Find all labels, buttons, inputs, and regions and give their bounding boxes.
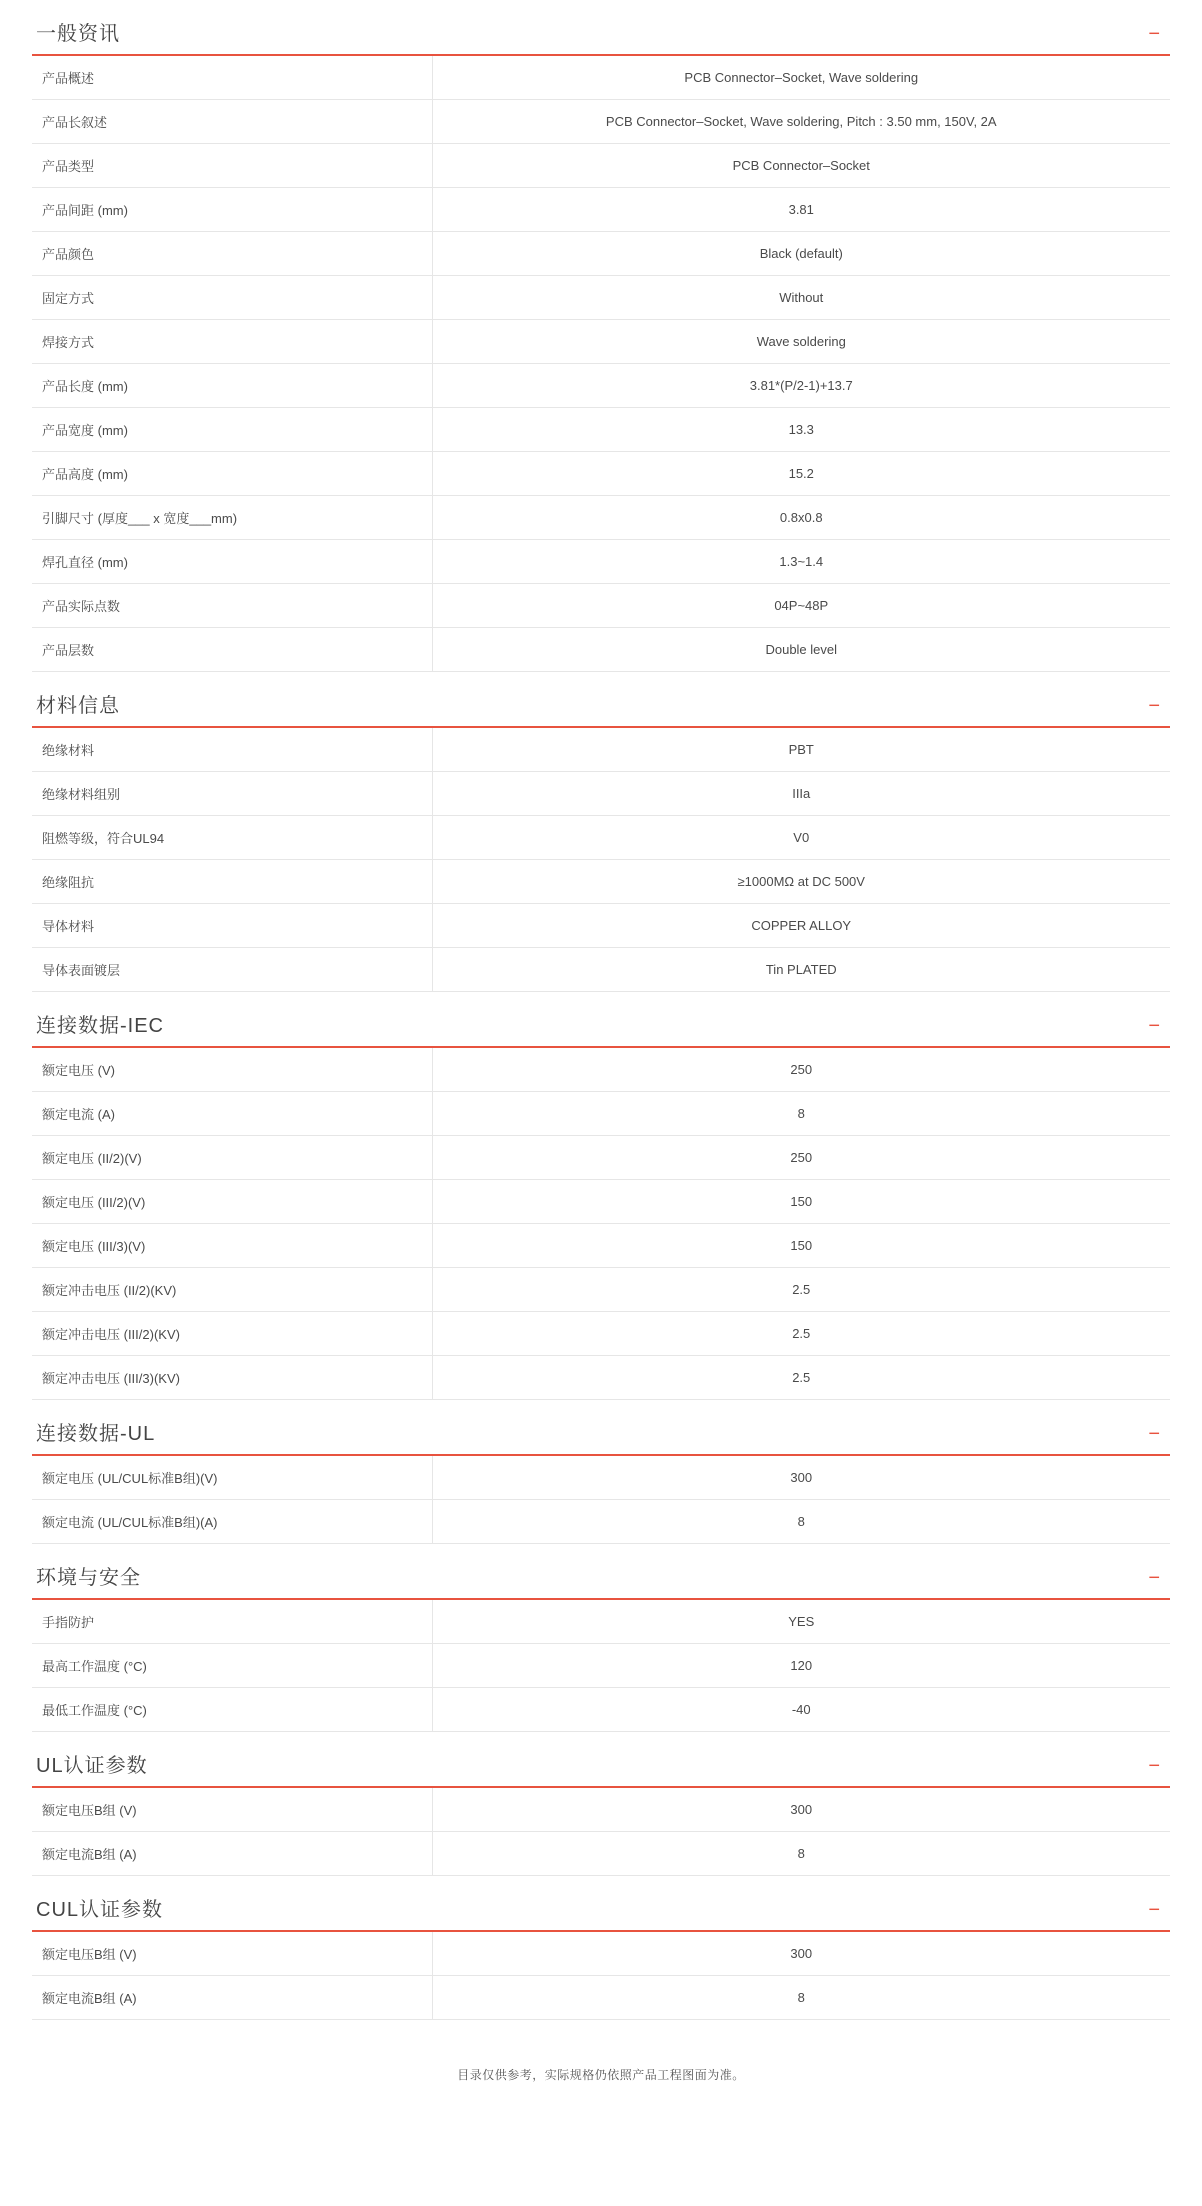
spec-value: 13.3 [788,422,814,437]
section-title: 材料信息 [36,695,120,717]
table-row [32,772,1170,816]
table-row [32,1224,1170,1268]
spec-label: 额定冲击电压 (III/2)(KV) [32,1312,432,1356]
spec-label: 产品概述 [32,56,432,100]
spec-label: 导体材料 [32,904,432,948]
table-row [32,452,1170,496]
footer-note: 目录仅供参考，实际规格仍依照产品工程图面为准。 [457,2068,745,2082]
spec-value: Tin PLATED [765,962,837,977]
spec-table [32,1788,1170,1876]
spec-label: 绝缘材料组别 [32,772,432,816]
table-row [32,540,1170,584]
table-row [32,1788,1170,1832]
spec-value: 8 [797,1846,805,1861]
table-row [32,232,1170,276]
spec-table [32,728,1170,992]
table-row [32,628,1170,672]
section-title: 连接数据-IEC [36,1015,164,1037]
table-row [32,816,1170,860]
collapse-minus-icon[interactable]: − [1148,1755,1160,1777]
spec-label: 产品实际点数 [32,584,432,628]
section-header [32,672,1170,728]
table-row [32,1832,1170,1876]
table-row [32,1136,1170,1180]
spec-label: 焊接方式 [32,320,432,364]
table-row [32,860,1170,904]
spec-label: 绝缘材料 [32,728,432,772]
spec-section [0,672,1202,992]
spec-label: 额定电压 (III/3)(V) [32,1224,432,1268]
table-row [32,1500,1170,1544]
spec-value: PCB Connector–Socket, Wave soldering, Pitch : 3.50 mm, 150V, 2A [605,114,997,129]
spec-section [0,992,1202,1400]
spec-label: 导体表面镀层 [32,948,432,992]
spec-value: Black (default) [759,246,843,261]
section-header [32,1732,1170,1788]
spec-value: 0.8x0.8 [779,510,823,525]
table-row [32,1976,1170,2020]
spec-label: 额定电流B组 (A) [32,1832,432,1876]
table-row [32,728,1170,772]
spec-value: Double level [765,642,838,657]
spec-value: PBT [788,742,814,757]
spec-value: Without [779,290,824,305]
spec-value: YES [788,1614,815,1629]
spec-value: 150 [790,1238,813,1253]
spec-value: 250 [790,1062,813,1077]
spec-section [0,1732,1202,1876]
spec-table [32,1048,1170,1400]
spec-section [0,0,1202,672]
spec-value: 15.2 [788,466,814,481]
spec-value: 3.81*(P/2-1)+13.7 [749,378,853,393]
spec-label: 额定电压B组 (V) [32,1788,432,1832]
spec-value: 2.5 [792,1370,811,1385]
table-row [32,1456,1170,1500]
spec-section [0,1544,1202,1732]
table-row [32,1312,1170,1356]
section-header [32,1400,1170,1456]
collapse-minus-icon[interactable]: − [1148,1423,1160,1445]
spec-label: 额定电压 (V) [32,1048,432,1092]
spec-label: 额定电流 (UL/CUL标准B组)(A) [32,1500,432,1544]
spec-label: 产品层数 [32,628,432,672]
spec-label: 产品宽度 (mm) [32,408,432,452]
spec-value: 8 [797,1990,805,2005]
table-row [32,584,1170,628]
table-row [32,904,1170,948]
table-row [32,1092,1170,1136]
spec-value: ≥1000MΩ at DC 500V [737,874,865,889]
section-header [32,0,1170,56]
spec-value: 8 [797,1106,805,1121]
spec-value: 120 [790,1658,813,1673]
collapse-minus-icon[interactable]: − [1148,23,1160,45]
spec-label: 最低工作温度 (°C) [32,1688,432,1732]
collapse-minus-icon[interactable]: − [1148,695,1160,717]
spec-label: 额定冲击电压 (III/3)(KV) [32,1356,432,1400]
spec-label: 焊孔直径 (mm) [32,540,432,584]
table-row [32,1180,1170,1224]
spec-label: 产品长度 (mm) [32,364,432,408]
spec-label: 额定电压 (UL/CUL标准B组)(V) [32,1456,432,1500]
spec-label: 固定方式 [32,276,432,320]
spec-label: 额定电流 (A) [32,1092,432,1136]
table-row [32,144,1170,188]
table-row [32,1688,1170,1732]
table-row [32,948,1170,992]
table-row [32,56,1170,100]
spec-label: 产品间距 (mm) [32,188,432,232]
spec-label: 额定冲击电压 (II/2)(KV) [32,1268,432,1312]
spec-label: 产品类型 [32,144,432,188]
spec-table [32,56,1170,672]
spec-value: -40 [791,1702,811,1717]
spec-label: 额定电压 (II/2)(V) [32,1136,432,1180]
spec-label: 最高工作温度 (°C) [32,1644,432,1688]
table-row [32,100,1170,144]
spec-table [32,1600,1170,1732]
spec-label: 产品高度 (mm) [32,452,432,496]
table-row [32,1600,1170,1644]
section-title: 一般资讯 [36,23,120,45]
spec-label: 产品颜色 [32,232,432,276]
spec-label: 引脚尺寸 (厚度___ x 宽度___mm) [32,496,432,540]
spec-label: 产品长叙述 [32,100,432,144]
section-title: 环境与安全 [36,1567,141,1589]
spec-value: 2.5 [792,1282,811,1297]
spec-value: 300 [790,1802,813,1817]
spec-label: 手指防护 [32,1600,432,1644]
spec-value: 250 [790,1150,813,1165]
spec-value: 300 [790,1470,813,1485]
spec-value: PCB Connector–Socket, Wave soldering [684,70,919,85]
spec-value: 8 [797,1514,805,1529]
spec-value: IIIa [792,786,811,801]
spec-label: 额定电压B组 (V) [32,1932,432,1976]
table-row [32,1356,1170,1400]
spec-table [32,1456,1170,1544]
section-title: UL认证参数 [36,1755,148,1777]
section-header [32,1544,1170,1600]
table-row [32,188,1170,232]
spec-label: 额定电流B组 (A) [32,1976,432,2020]
table-row [32,320,1170,364]
collapse-minus-icon[interactable]: − [1148,1567,1160,1589]
spec-section [0,1400,1202,1544]
table-row [32,1048,1170,1092]
spec-value: 3.81 [788,202,814,217]
spec-section [0,1876,1202,2020]
spec-table [32,1932,1170,2020]
section-title: 连接数据-UL [36,1423,156,1445]
table-row [32,1932,1170,1976]
spec-value: V0 [793,830,810,845]
spec-value: 1.3~1.4 [779,554,824,569]
section-title: CUL认证参数 [36,1899,164,1921]
spec-value: 04P~48P [774,598,829,613]
collapse-minus-icon[interactable]: − [1148,1015,1160,1037]
spec-value: 2.5 [792,1326,811,1341]
table-row [32,408,1170,452]
table-row [32,364,1170,408]
table-row [32,276,1170,320]
spec-value: Wave soldering [756,334,846,349]
spec-value: PCB Connector–Socket [732,158,870,173]
spec-label: 绝缘阻抗 [32,860,432,904]
spec-label: 阻燃等级，符合UL94 [32,816,432,860]
spec-label: 额定电压 (III/2)(V) [32,1180,432,1224]
spec-value: 150 [790,1194,813,1209]
section-header [32,1876,1170,1932]
table-row [32,1268,1170,1312]
section-header [32,992,1170,1048]
table-row [32,496,1170,540]
spec-value: COPPER ALLOY [751,918,852,933]
collapse-minus-icon[interactable]: − [1148,1899,1160,1921]
table-row [32,1644,1170,1688]
spec-value: 300 [790,1946,813,1961]
